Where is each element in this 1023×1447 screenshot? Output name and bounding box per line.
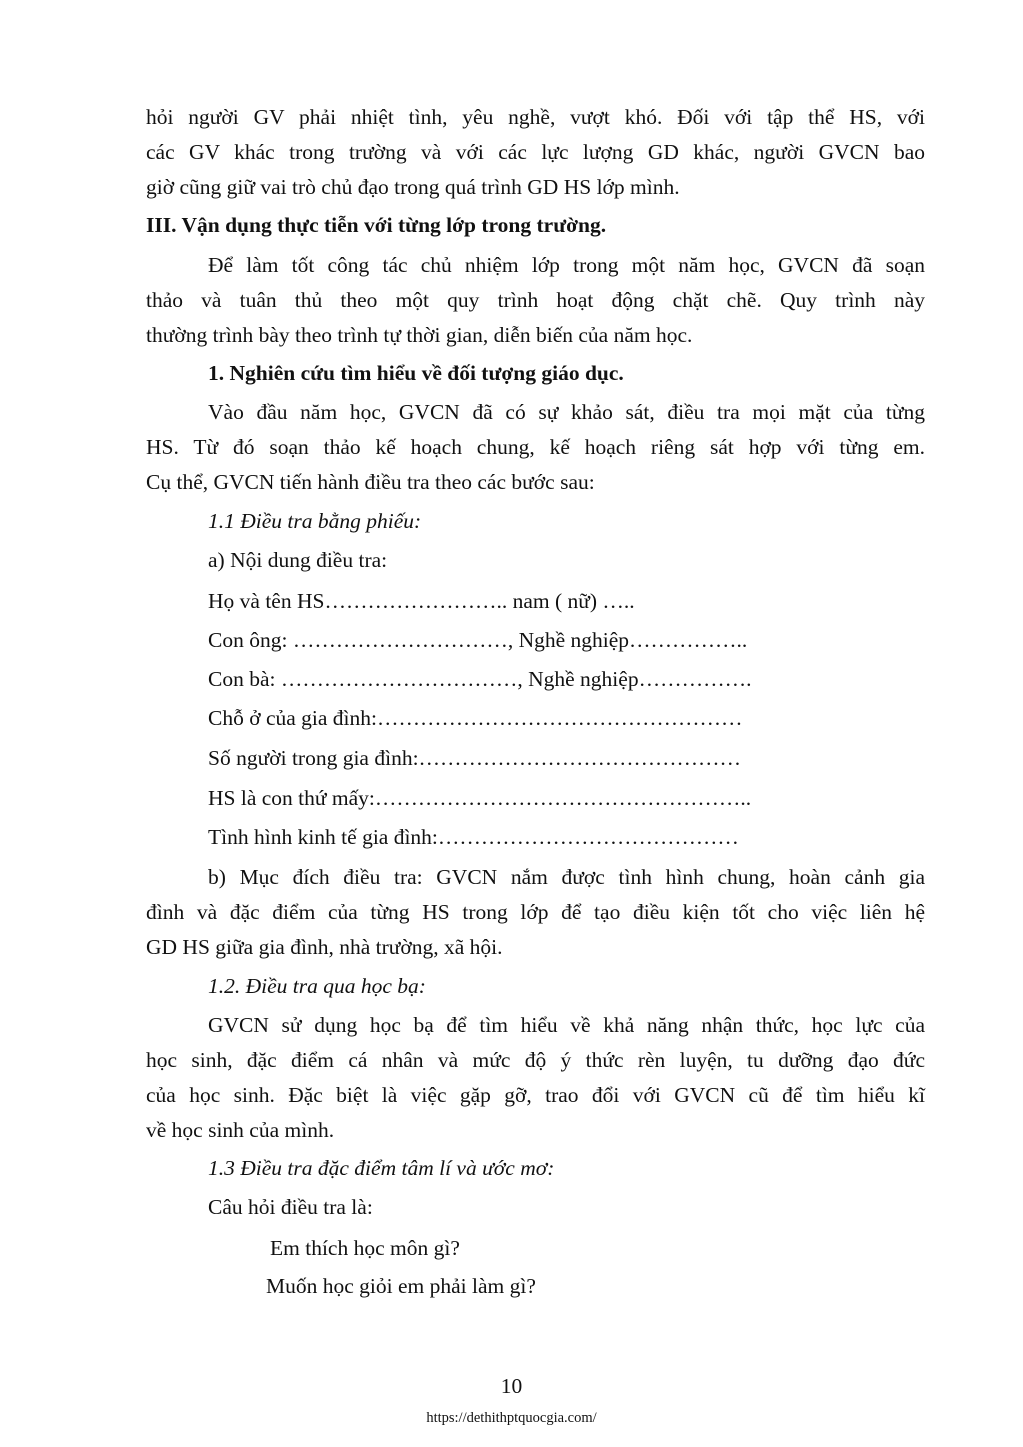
form-field-line: Chỗ ở của gia đình:…………………………………………… [208,706,743,730]
paragraph-line: học sinh, đặc điểm cá nhân và mức độ ý thức rèn luyện, tu dưỡng đạo đức [146,1048,925,1072]
paragraph-line: GVCN sử dụng học bạ để tìm hiểu về khả năng nhận thức, học lực của [208,1013,925,1037]
paragraph-line: đình và đặc điểm của từng HS trong lớp để tạo điều kiện tốt cho việc liên hệ [146,900,925,924]
question-item: Muốn học giỏi em phải làm gì? [266,1274,536,1298]
paragraph-line: của học sinh. Đặc biệt là việc gặp gỡ, trao đổi với GVCN cũ để tìm hiểu kĩ [146,1083,925,1107]
paragraph-line: thảo và tuân thủ theo một quy trình hoạt động chặt chẽ. Quy trình này [146,288,925,312]
form-field-line: Số người trong gia đình:……………………………………… [208,746,742,770]
form-field-line: Con bà: ……………………………, Nghề nghiệp……………. [208,667,752,691]
question-label: Câu hỏi điều tra là: [208,1195,373,1219]
content-label: a) Nội dung điều tra: [208,548,388,572]
paragraph-line: giờ cũng giữ vai trò chủ đạo trong quá trình GD HS lớp mình. [146,175,680,199]
subsection-heading: 1. Nghiên cứu tìm hiểu về đối tượng giáo dục. [208,361,624,385]
subheading-1-3: 1.3 Điều tra đặc điểm tâm lí và ước mơ: [208,1156,555,1180]
subheading-1-1: 1.1 Điều tra bằng phiếu: [208,509,422,533]
paragraph-line: Vào đầu năm học, GVCN đã có sự khảo sát, điều tra mọi mặt của từng [208,400,925,424]
paragraph-line: GD HS giữa gia đình, nhà trường, xã hội. [146,935,503,959]
paragraph-line: thường trình bày theo trình tự thời gian, diễn biến của năm học. [146,323,693,347]
paragraph-line: về học sinh của mình. [146,1118,335,1142]
paragraph-line: Để làm tốt công tác chủ nhiệm lớp trong một năm học, GVCN đã soạn [208,253,925,277]
form-field-line: HS là con thứ mấy:…………………………………………….. [208,786,752,810]
subheading-1-2: 1.2. Điều tra qua học bạ: [208,974,426,998]
form-field-line: Tình hình kinh tế gia đình:…………………………………… [208,825,739,849]
paragraph-line: các GV khác trong trường và với các lực lượng GD khác, người GVCN bao [146,140,925,164]
paragraph-line: b) Mục đích điều tra: GVCN nắm được tình hình chung, hoàn cảnh gia [208,865,925,889]
form-field-line: Con ông: …………………………, Nghề nghiệp…………….. [208,628,748,652]
paragraph-line: hỏi người GV phải nhiệt tình, yêu nghề, vượt khó. Đối với tập thể HS, với [146,105,925,129]
paragraph-line: HS. Từ đó soạn thảo kế hoạch chung, kế hoạch riêng sát hợp với từng em. [146,435,925,459]
footer-url: https://dethithptquocgia.com/ [426,1410,597,1426]
paragraph-line: Cụ thể, GVCN tiến hành điều tra theo các bước sau: [146,470,595,494]
page-number: 10 [500,1374,523,1398]
question-item: Em thích học môn gì? [270,1236,460,1260]
section-heading: III. Vận dụng thực tiễn với từng lớp trong trường. [146,213,607,237]
form-field-line: Họ và tên HS…………………….. nam ( nữ) ….. [208,589,635,613]
